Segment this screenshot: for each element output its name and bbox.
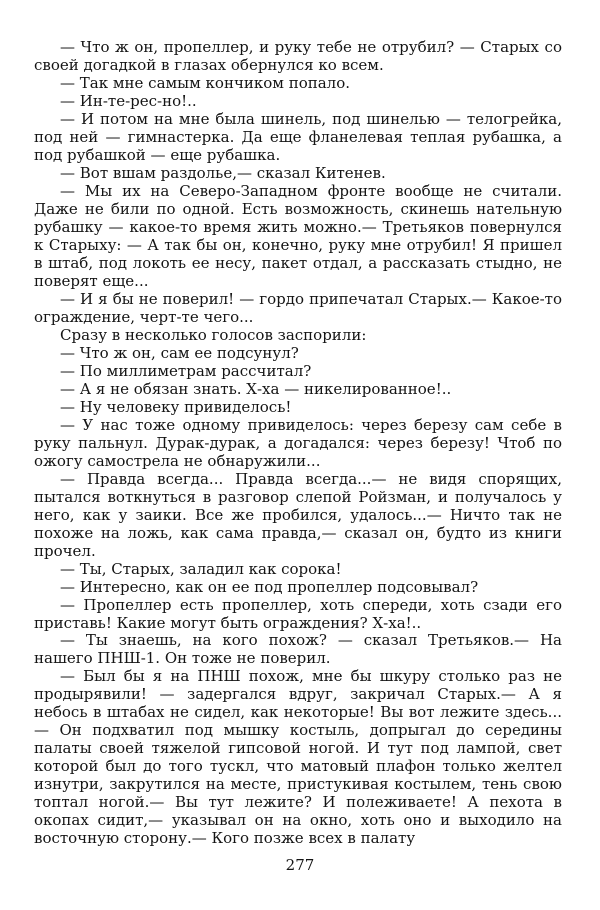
paragraph-17: — Пропеллер есть пропеллер, хоть спереди, хоть сзади его приставь! Какие могут быть ограждения? Х-ха!.. — [34, 595, 562, 632]
page-number: 277 — [285, 856, 315, 874]
paragraph-3: — Ин-те-рес-но!.. — [60, 91, 197, 110]
paragraph-15: — Ты, Старых, заладил как сорока! — [60, 559, 342, 578]
paragraph-6: — Мы их на Северо-Западном фронте вообще не считали. Даже не били по одной. Есть возможность, скинешь нательную рубашку — какое-то время жить можно.— Третьяков повернулся к Старыху: — А так бы он, конечно, руку мне отрубил! Я пришел в штаб, под локоть ее несу, пакет отдал, а рассказать стыдно, не поверят еще... — [34, 181, 562, 290]
paragraph-12: — Ну человеку привиделось! — [60, 397, 292, 416]
paragraph-9: — Что ж он, сам ее подсунул? — [60, 343, 299, 362]
paragraph-16: — Интересно, как он ее под пропеллер подсовывал? — [60, 577, 479, 596]
paragraph-4: — И потом на мне была шинель, под шинелью — телогрейка, под ней — гимнастерка. Да еще фланелевая теплая рубашка, а под рубашкой — еще рубашка. — [34, 109, 562, 164]
paragraph-18: — Ты знаешь, на кого похож? — сказал Третьяков.— На нашего ПНШ-1. Он тоже не поверил. — [34, 631, 562, 668]
paragraph-2: — Так мне самым кончиком попало. — [60, 73, 351, 92]
paragraph-14: — Правда всегда... Правда всегда...— не видя спорящих, пытался воткнуться в разговор слепой Ройзман, и получалось у него, как у заики. Все же пробился, удалось...— Ничто так не похоже на ложь, как сама правда,— сказал он, будто из книги прочел. — [34, 469, 562, 560]
book-page-text — [34, 38, 562, 847]
paragraph-8: Сразу в несколько голосов заспорили: — [60, 325, 367, 344]
paragraph-1: — Что ж он, пропеллер, и руку тебе не отрубил? — Старых со своей догадкой в глазах обернулся ко всем. — [34, 38, 562, 74]
paragraph-7: — И я бы не поверил! — гордо припечатал Старых.— Какое-то ограждение, черт-те чего... — [34, 289, 562, 326]
paragraph-13: — У нас тоже одному привиделось: через березу сам себе в руку пальнул. Дурак-дурак, а догадался: через березу! Чтоб по ожогу самострела не обнаружили... — [34, 415, 562, 470]
paragraph-11: — А я не обязан знать. Х-ха — никелированное!.. — [60, 379, 452, 398]
paragraph-19: — Был бы я на ПНШ похож, мне бы шкуру столько раз не продырявили! — задергался вдруг, закричал Старых.— А я небось в штабах не сидел, как некоторые! Вы вот лежите здесь...— Он подхватил под мышку костыль, допрыгал до середины палаты своей тяжелой гипсовой ногой. И тут под лампой, свет которой был до того тускл, что матовый плафон только желтел изнутри, закрутился на месте, пристукивая костылем, тень свою топтал ногой.— Вы тут лежите? И полеживаете! А пехота в окопах сидит,— указывал он на окно, хоть оно и выходило на восточную сторону.— Кого позже всех в палату — [34, 667, 562, 848]
paragraph-5: — Вот вшам раздолье,— сказал Китенев. — [60, 163, 386, 182]
paragraph-10: — По миллиметрам рассчитал? — [60, 361, 312, 380]
